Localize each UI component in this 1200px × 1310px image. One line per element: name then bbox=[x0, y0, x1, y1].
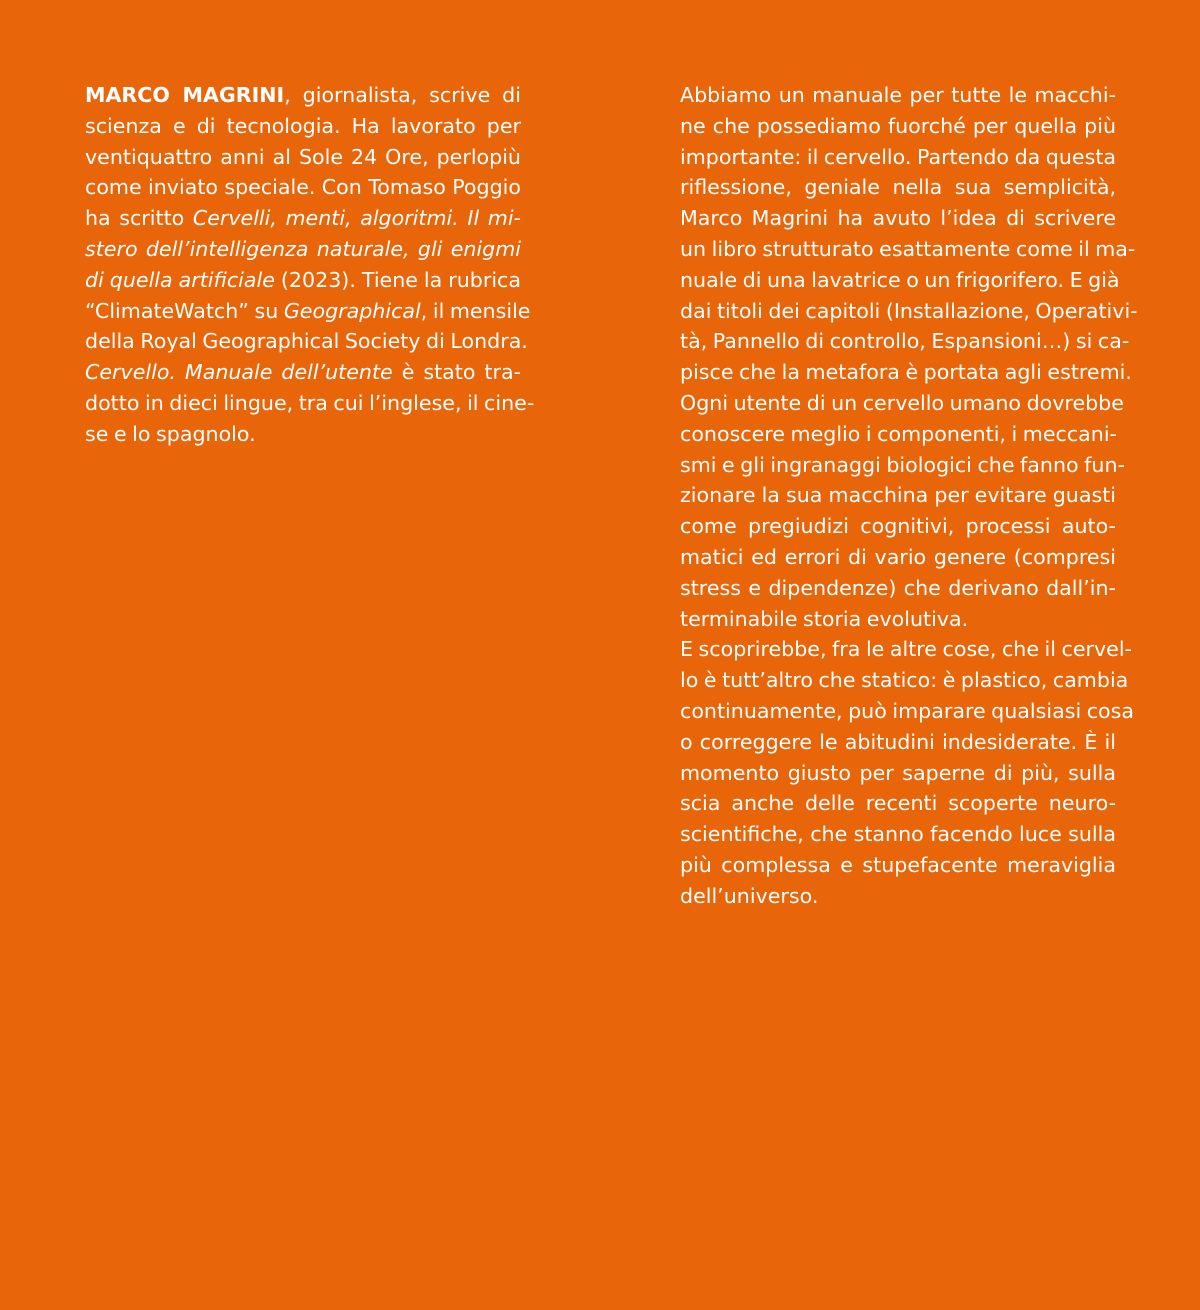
blurb-line: E scoprirebbe, fra le altre cose, che il cervel- bbox=[680, 637, 1132, 662]
blurb-line: un libro strutturato esattamente come il ma- bbox=[680, 236, 1136, 261]
blurb-line: riflessione, geniale nella sua semplicità, bbox=[680, 175, 1116, 200]
bio-line bbox=[85, 265, 521, 296]
book-title-cervelli-cont: stero dell’intelligenza naturale, gli enigmi bbox=[85, 236, 521, 261]
blurb-line: ne che possediamo fuorché per quella più bbox=[680, 113, 1116, 138]
blurb-line: dell’universo. bbox=[680, 883, 819, 908]
blurb-line: o correggere le abitudini indesiderate. È il bbox=[680, 729, 1116, 754]
blurb-line: smi e gli ingranaggi biologici che fanno fun- bbox=[680, 452, 1125, 477]
bio-line bbox=[85, 203, 521, 234]
bio-line: della Royal Geographical Society di Londra. bbox=[85, 329, 528, 354]
blurb-line: momento giusto per saperne di più, sulla bbox=[680, 760, 1116, 785]
blurb-line: nuale di una lavatrice o un frigorifero. E già bbox=[680, 267, 1120, 292]
magazine-title: Geographical bbox=[283, 298, 421, 323]
bio-line: dotto in dieci lingue, tra cui l’inglese, il cine- bbox=[85, 390, 535, 415]
blurb-line: continuamente, può imparare qualsiasi cosa bbox=[680, 698, 1134, 723]
bio-text: ha scritto bbox=[85, 206, 193, 231]
bio-line: ventiquattro anni al Sole 24 Ore, perlopiù bbox=[85, 144, 521, 169]
bio-text: , giornalista, scrive di bbox=[284, 83, 521, 107]
blurb-line: scientifiche, che stanno facendo luce sulla bbox=[680, 822, 1116, 847]
blurb-line: conoscere meglio i componenti, i meccani- bbox=[680, 421, 1117, 446]
author-bio bbox=[85, 80, 535, 450]
bio-line: come inviato speciale. Con Tomaso Poggio bbox=[85, 175, 521, 200]
bio-text: è stato tra- bbox=[392, 360, 521, 385]
blurb-line: matici ed errori di vario genere (compresi bbox=[680, 544, 1116, 569]
bio-line bbox=[85, 80, 521, 111]
blurb-paragraph-1 bbox=[680, 80, 1138, 634]
bio-line: se e lo spagnolo. bbox=[85, 421, 256, 446]
blurb-line: tà, Pannello di controllo, Espansioni…) si ca- bbox=[680, 329, 1130, 354]
bio-text: (2023). Tiene la rubrica bbox=[274, 267, 521, 292]
blurb-line: stress e dipendenze) che derivano dall’in- bbox=[680, 575, 1116, 600]
bio-line bbox=[85, 357, 521, 388]
bio-text: “ClimateWatch” su bbox=[85, 298, 284, 323]
blurb-line: Marco Magrini ha avuto l’idea di scrivere bbox=[680, 206, 1116, 231]
book-blurb bbox=[680, 80, 1138, 912]
blurb-line: terminabile storia evolutiva. bbox=[680, 606, 969, 631]
book-title-cervelli-end: di quella artificiale bbox=[85, 267, 275, 292]
book-title-cervelli: Cervelli, menti, algoritmi. Il mi- bbox=[192, 206, 521, 231]
blurb-line: Ogni utente di un cervello umano dovrebbe bbox=[680, 390, 1124, 415]
blurb-paragraph-2 bbox=[680, 634, 1134, 911]
bio-text: , il mensile bbox=[420, 298, 531, 323]
blurb-line: scia anche delle recenti scoperte neuro- bbox=[680, 791, 1116, 816]
author-name: MARCO MAGRINI bbox=[85, 83, 285, 107]
blurb-line: pisce che la metafora è portata agli estremi. bbox=[680, 360, 1132, 385]
blurb-line: dai titoli dei capitoli (Installazione, Operativi- bbox=[680, 298, 1138, 323]
book-title-cervello: Cervello. Manuale dell’utente bbox=[85, 360, 393, 385]
blurb-line: lo è tutt’altro che statico: è plastico, cambia bbox=[680, 668, 1129, 693]
blurb-line: più complessa e stupefacente meraviglia bbox=[680, 852, 1116, 877]
blurb-line: come pregiudizi cognitivi, processi auto- bbox=[680, 514, 1116, 539]
bio-line: scienza e di tecnologia. Ha lavorato per bbox=[85, 113, 521, 138]
blurb-line: importante: il cervello. Partendo da questa bbox=[680, 144, 1117, 169]
bio-line bbox=[85, 296, 531, 327]
blurb-line: zionare la sua macchina per evitare guasti bbox=[680, 483, 1116, 508]
blurb-line: Abbiamo un manuale per tutte le macchi- bbox=[680, 83, 1116, 107]
